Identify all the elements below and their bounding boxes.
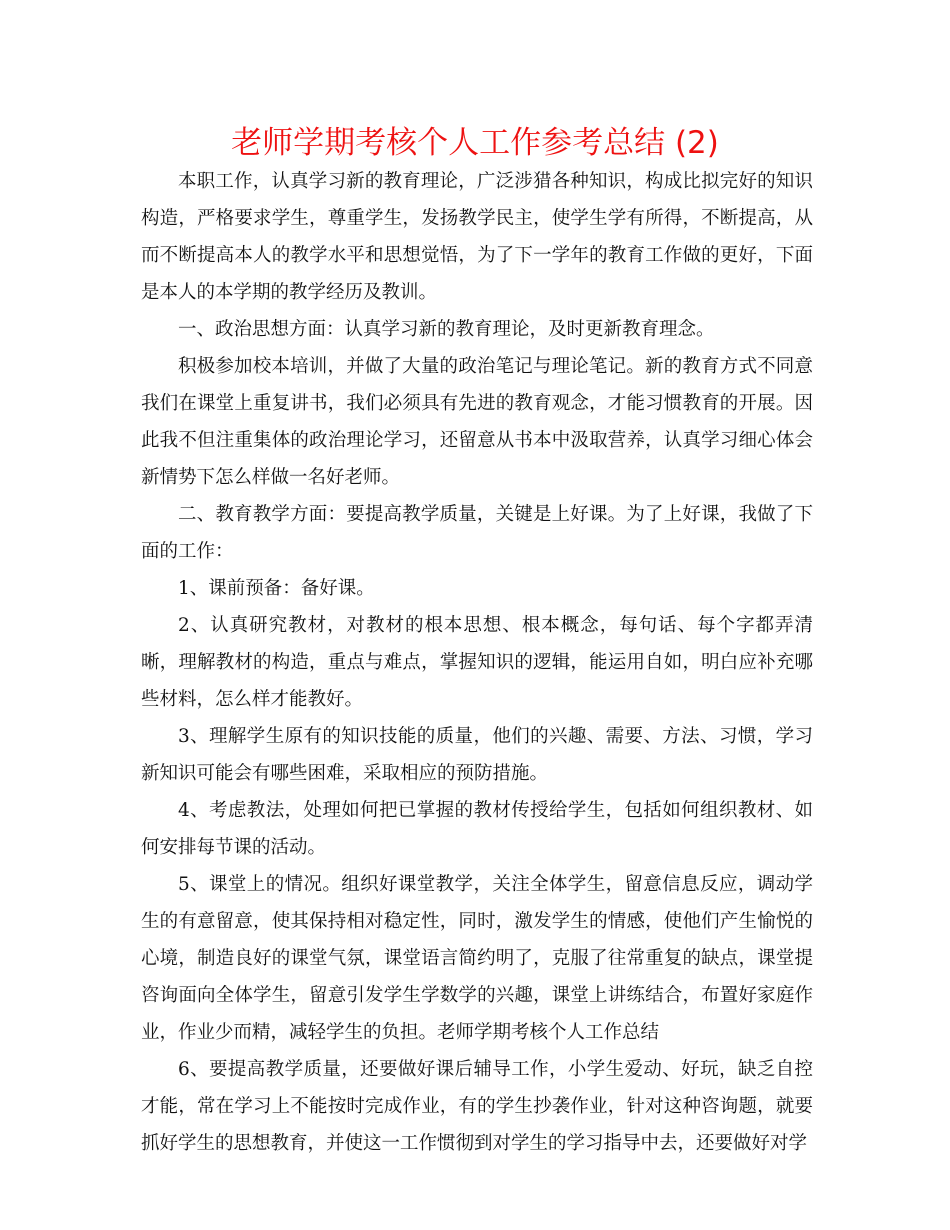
paragraph: 积极参加校本培训，并做了大量的政治笔记与理论笔记。新的教育方式不同意我们在课堂上重复讲书，我们必须具有先进的教育观念，才能习惯教育的开展。因此我不但注重集体的政治理论学习，还留意从书本中汲取营养，认真学习细心体会新情势下怎么样做一名好老师。 [141, 356, 813, 488]
paragraph: 4、考虑教法，处理如何把已掌握的教材传授给学生，包括如何组织教材、如何安排每节课的活动。 [141, 800, 813, 858]
paragraph: 6、要提高教学质量，还要做好课后辅导工作，小学生爱动、好玩，缺乏自控才能，常在学习上不能按时完成作业，有的学生抄袭作业，针对这种咨询题，就要抓好学生的思想教育，并使这一工作惯彻到对学生的学习指导中去，还要做好对学 [141, 1059, 813, 1154]
paragraph: 1、课前预备：备好课。 [178, 578, 375, 599]
paragraph: 2、认真研究教材，对教材的根本思想、根本概念，每句话、每个字都弄清晰，理解教材的构造，重点与难点，掌握知识的逻辑，能运用自如，明白应补充哪些材料，怎么样才能教好。 [141, 615, 813, 710]
paragraph: 本职工作，认真学习新的教育理论，广泛涉猎各种知识，构成比拟完好的知识构造，严格要求学生，尊重学生，发扬教学民主，使学生学有所得，不断提高，从而不断提高本人的教学水平和思想觉悟，为了下一学年的教育工作做的更好，下面是本人的本学期的教学经历及教训。 [141, 171, 813, 303]
paragraph: 3、理解学生原有的知识技能的质量，他们的兴趣、需要、方法、习惯，学习新知识可能会有哪些困难，采取相应的预防措施。 [141, 726, 813, 784]
paragraph: 二、教育教学方面：要提高教学质量，关键是上好课。为了上好课，我做了下面的工作： [141, 504, 813, 562]
document-title: 老师学期考核个人工作参考总结 (2) [231, 125, 719, 161]
paragraph: 一、政治思想方面：认真学习新的教育理论，及时更新教育理念。 [178, 319, 715, 340]
paragraph: 5、课堂上的情况。组织好课堂教学，关注全体学生，留意信息反应，调动学生的有意留意，使其保持相对稳定性，同时，激发学生的情感，使他们产生愉悦的心境，制造良好的课堂气氛，课堂语言简约明了，克服了往常重复的缺点，课堂提咨询面向全体学生，留意引发学生学数学的兴趣，课堂上讲练结合，布置好家庭作业，作业少而精，减轻学生的负担。老师学期考核个人工作总结 [141, 874, 813, 1043]
document-body [141, 163, 813, 1162]
